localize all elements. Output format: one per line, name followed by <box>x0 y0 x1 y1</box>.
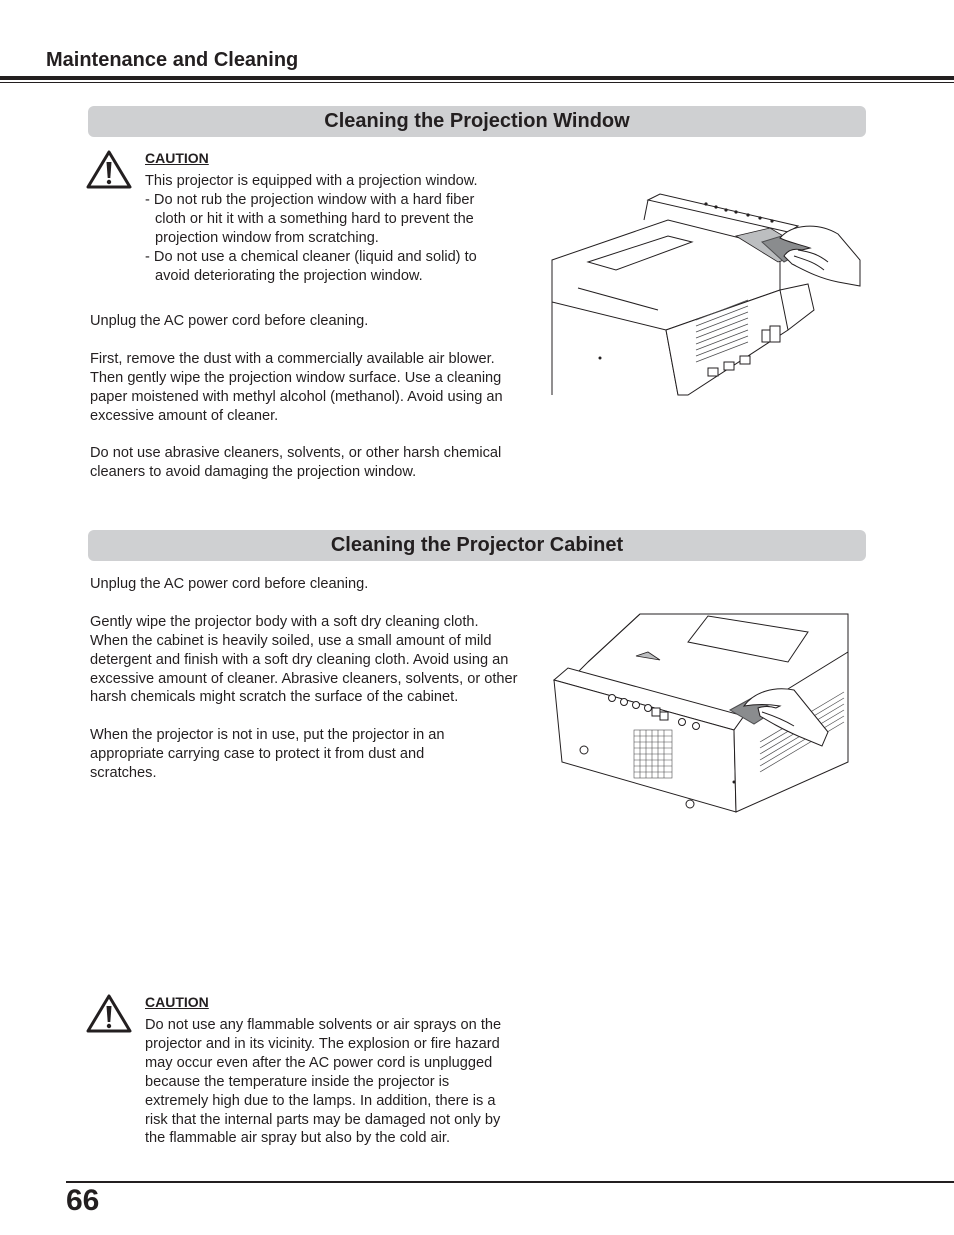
caution-label: CAUTION <box>145 994 209 1010</box>
body-paragraph: Unplug the AC power cord before cleaning. <box>90 576 369 592</box>
section1-body <box>90 312 510 482</box>
caution-intro: This projector is equipped with a projection window. <box>145 173 478 189</box>
body-paragraph: Unplug the AC power cord before cleaning. <box>90 313 369 329</box>
caution-bullet: - Do not rub the projection window with a hard fiber cloth or hit it with a something hard to prevent the projection window from scratching. <box>145 191 475 246</box>
footer-rule <box>66 1181 954 1183</box>
caution-text: Do not use any flammable solvents or air sprays on the projector and in its vicinity. The explosion or fire hazard may occur even after the AC power cord is unplugged because the temperature inside the projector is extremely high due to the lamps. In addition, there is a risk that the internal parts may be damaged not only by the flammable air spray but also by the cold air. <box>145 1017 502 1147</box>
body-paragraph: First, remove the dust with a commercially available air blower. Then gently wipe the projection window surface. Use a cleaning paper moistened with methyl alcohol (methanol). Avoid using an excessive amount of cleaner. <box>90 350 503 424</box>
warning-triangle-icon <box>86 149 132 189</box>
page-number: 66 <box>66 1184 100 1217</box>
header-rule-thin <box>0 82 954 83</box>
page-header-title: Maintenance and Cleaning <box>46 49 299 71</box>
body-paragraph: Do not use abrasive cleaners, solvents, or other harsh chemical cleaners to avoid damaging the projection window. <box>90 445 502 481</box>
caution-bullet: - Do not use a chemical cleaner (liquid and solid) to avoid deteriorating the projection window. <box>145 248 477 284</box>
section-heading-projection-window: Cleaning the Projection Window <box>88 106 866 137</box>
body-paragraph: Gently wipe the projector body with a soft dry cleaning cloth. When the cabinet is heavily soiled, use a small amount of mild detergent and finish with a soft dry cleaning cloth. Avoid using an excessive amount of cleaner. Abrasive cleaners, solvents, or other harsh chemicals might scratch the surface of the cabinet. <box>90 613 518 706</box>
section2-body <box>90 575 520 783</box>
warning-triangle-icon <box>86 993 132 1033</box>
projector-cabinet-cleaning-illustration <box>548 612 854 816</box>
header-rule <box>0 76 954 80</box>
projector-window-cleaning-illustration <box>548 190 864 396</box>
caution-text-block <box>145 172 507 285</box>
caution-label: CAUTION <box>145 150 209 166</box>
body-paragraph: When the projector is not in use, put the projector in an appropriate carrying case to protect it from dust and scratches. <box>90 727 445 782</box>
section-heading-projector-cabinet: Cleaning the Projector Cabinet <box>88 530 866 561</box>
